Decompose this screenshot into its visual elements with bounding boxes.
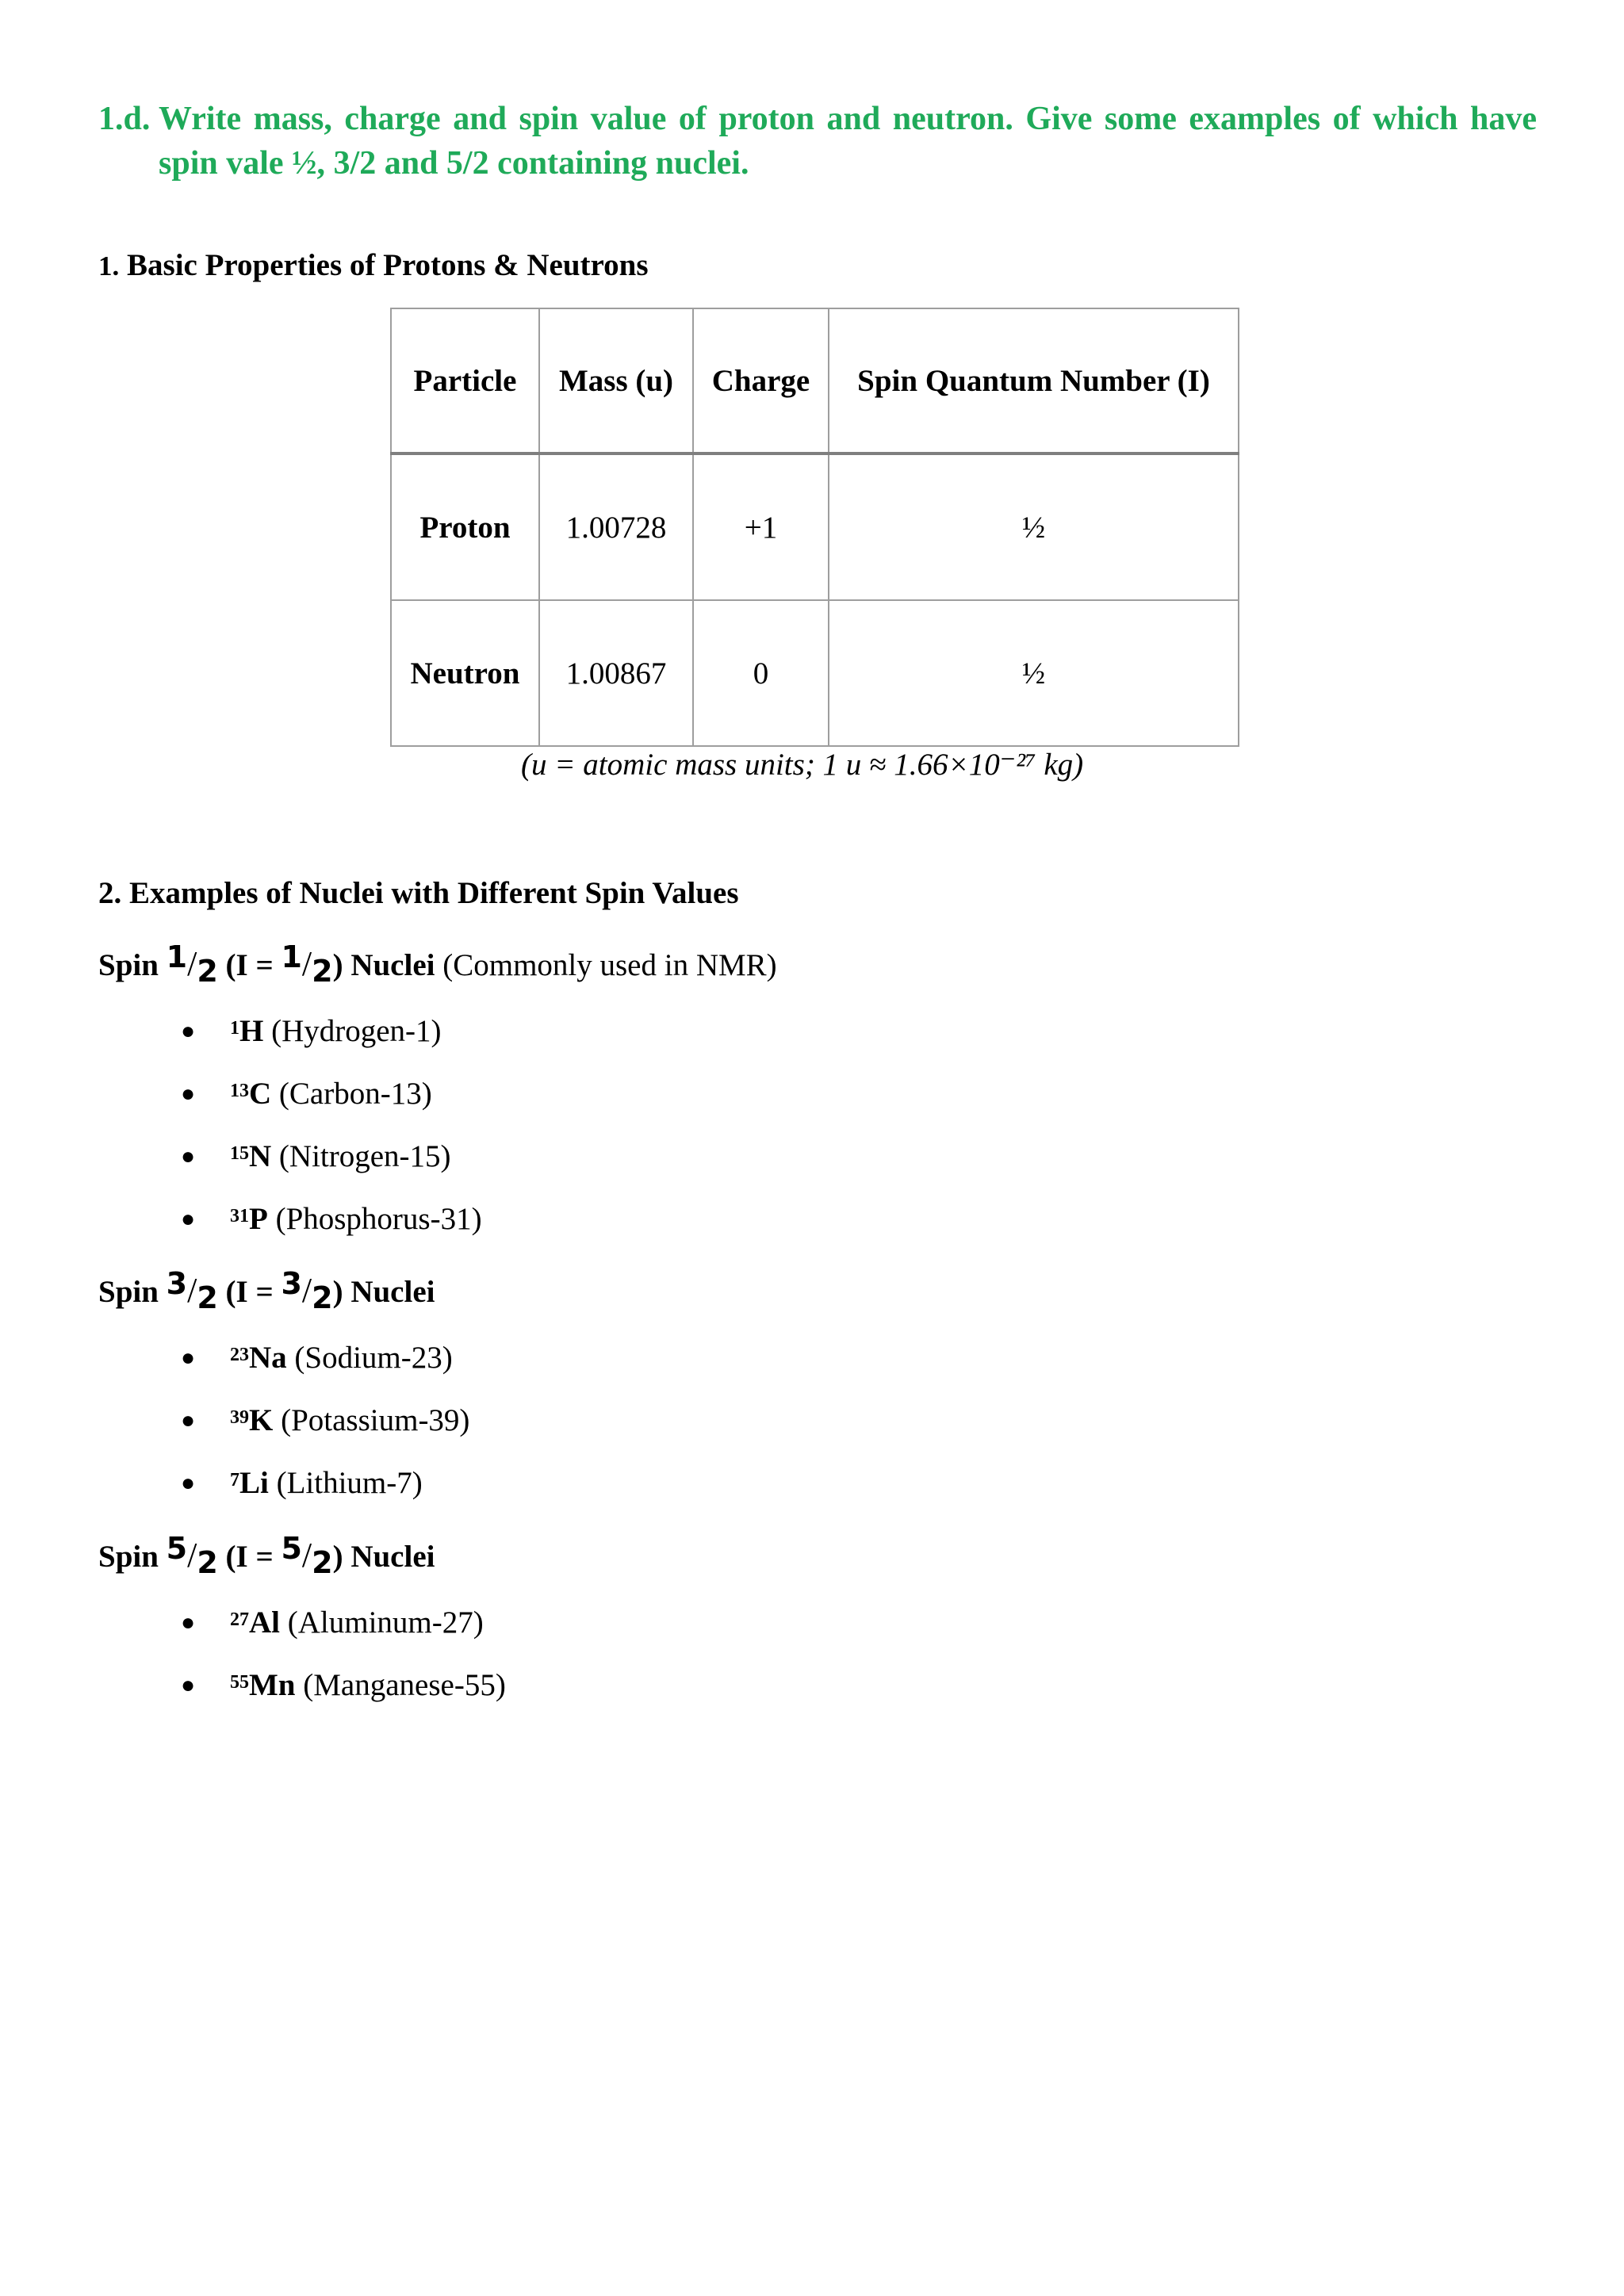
question-text: Write mass, charge and spin value of proton and neutron. Give some examples of which have spin vale ½, 3/2 and 5/2 containing nuclei. [159, 101, 1537, 182]
bullet-icon: ● [181, 1345, 196, 1371]
list-item: ● $^{39}$K (Potassium-39) [0, 1401, 469, 1464]
list-item: ● $^{31}$P (Phosphorus-31) [0, 1200, 482, 1262]
list-item: ● $^{15}$N (Nitrogen-15) [0, 1137, 482, 1200]
list-item: ● $^{55}$Mn (Manganese-55) [0, 1666, 506, 1728]
list-item: ● $^{13}$C (Carbon-13) [0, 1074, 482, 1137]
cell-mass: 1.00728 [539, 453, 693, 600]
spin-five-halves-list [0, 1603, 506, 1728]
header-spin: Spin Quantum Number (I) [829, 308, 1239, 453]
table-row [391, 453, 1239, 600]
cell-charge: +1 [693, 453, 829, 600]
spin-fraction: 5/2 [166, 1531, 218, 1580]
bullet-icon: ● [181, 1143, 196, 1169]
list-item: ● $^{27}$Al (Aluminum-27) [0, 1603, 506, 1666]
spin-three-halves-list [0, 1338, 469, 1526]
bullet-icon: ● [181, 1672, 196, 1698]
bullet-icon: ● [181, 1081, 196, 1107]
cell-charge: 0 [693, 600, 829, 746]
cell-particle: Neutron [391, 600, 539, 746]
spin-note: (Commonly used in NMR) [442, 948, 777, 982]
table-note-text: (u = atomic mass units; 1 u ≈ 1.66×10⁻²⁷ kg) [521, 748, 1084, 782]
section-1-title: Basic Properties of Protons & Neutrons [127, 248, 649, 282]
spin-three-halves-heading [98, 1266, 435, 1315]
list-item: ● $^{23}$Na (Sodium-23) [0, 1338, 469, 1401]
question-number: 1.d. [98, 101, 151, 137]
cell-spin: ½ [829, 600, 1239, 746]
spin-five-halves-heading [98, 1533, 435, 1579]
spin-half-list [0, 1012, 482, 1262]
bullet-icon: ● [181, 1609, 196, 1636]
section-1-number: 1. [98, 251, 120, 281]
list-item: ● $^7$Li (Lithium-7) [0, 1464, 469, 1526]
particle-properties-table [390, 308, 1239, 747]
section-2-heading: 2. Examples of Nuclei with Different Spin Values [98, 876, 739, 910]
table-note [390, 745, 1624, 785]
section-1-heading [98, 246, 649, 286]
spin-fraction: 1/2 [166, 939, 218, 989]
header-mass: Mass (u) [539, 308, 693, 453]
i-label: (I = 5/2) Nuclei [225, 1531, 435, 1580]
list-item: ● $^1$H (Hydrogen-1) [0, 1012, 482, 1074]
table-row [391, 600, 1239, 746]
i-label: (I = 3/2) Nuclei [225, 1266, 435, 1315]
i-label: (I = 1/2) Nuclei [225, 939, 435, 989]
spin-label: Spin [98, 948, 159, 982]
question-heading [98, 97, 1537, 186]
spin-fraction: 3/2 [166, 1266, 218, 1315]
spin-label: Spin [98, 1540, 159, 1574]
header-particle: Particle [391, 308, 539, 453]
cell-spin: ½ [829, 453, 1239, 600]
table-header-row [391, 308, 1239, 453]
bullet-icon: ● [181, 1018, 196, 1044]
bullet-icon: ● [181, 1407, 196, 1433]
cell-mass: 1.00867 [539, 600, 693, 746]
cell-particle: Proton [391, 453, 539, 600]
spin-half-heading [98, 939, 777, 989]
header-charge: Charge [693, 308, 829, 453]
spin-label: Spin [98, 1275, 159, 1309]
bullet-icon: ● [181, 1206, 196, 1232]
bullet-icon: ● [181, 1470, 196, 1496]
